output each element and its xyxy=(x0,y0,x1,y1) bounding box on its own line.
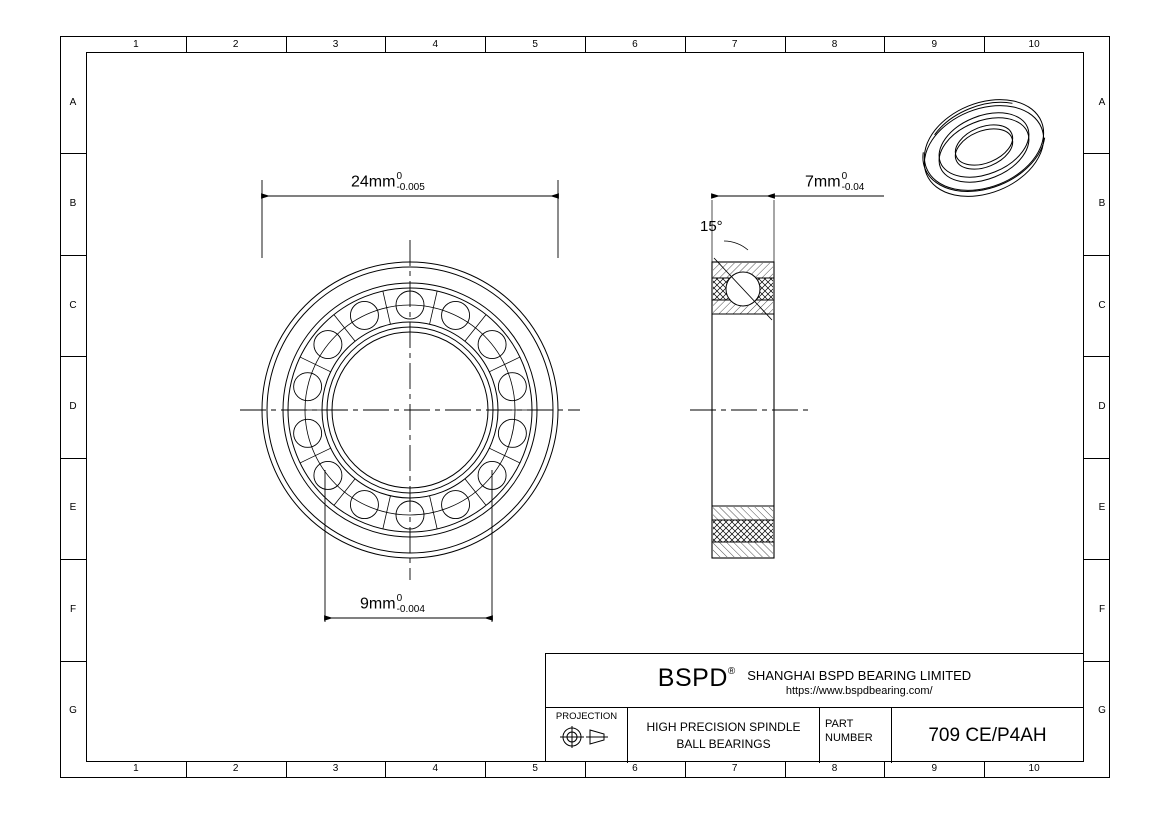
tolerance-lower-width: -0.04 xyxy=(841,181,865,193)
zone-tick xyxy=(585,36,586,52)
zone-label-left-C: C xyxy=(69,299,77,311)
zone-tick xyxy=(60,661,86,662)
zone-label-top-5: 5 xyxy=(532,39,538,50)
dimension-value-outer-diameter: 24mm xyxy=(351,173,396,191)
zone-tick xyxy=(585,762,586,778)
tolerance-lower-bore-diameter: -0.004 xyxy=(396,603,425,615)
tolerance-lower-outer-diameter: -0.005 xyxy=(396,181,425,193)
zone-tick xyxy=(1084,153,1110,154)
zone-tick xyxy=(385,762,386,778)
zone-label-bottom-10: 10 xyxy=(1028,763,1040,774)
zone-tick xyxy=(1084,458,1110,459)
description-line-1: HIGH PRECISION SPINDLE xyxy=(646,720,801,735)
zone-tick xyxy=(286,762,287,778)
description-line-2: BALL BEARINGS xyxy=(676,736,771,751)
dimension-label-width xyxy=(805,172,864,193)
zone-label-bottom-2: 2 xyxy=(232,763,239,774)
zone-tick xyxy=(186,762,187,778)
zone-label-bottom-3: 3 xyxy=(332,763,339,774)
zone-tick xyxy=(385,36,386,52)
zone-label-top-10: 10 xyxy=(1028,39,1040,50)
zone-tick xyxy=(685,36,686,52)
contact-angle-label: 15° xyxy=(700,218,723,235)
zone-label-left-B: B xyxy=(69,198,77,210)
zone-label-bottom-7: 7 xyxy=(731,763,738,774)
zone-label-bottom-6: 6 xyxy=(632,763,638,774)
tolerance-upper-outer-diameter: 0 xyxy=(396,171,403,182)
zone-tick xyxy=(685,762,686,778)
zone-tick xyxy=(60,458,86,459)
zone-label-top-2: 2 xyxy=(232,39,239,50)
zone-tick xyxy=(60,559,86,560)
title-block xyxy=(545,653,1084,762)
zone-tick xyxy=(186,36,187,52)
description-cell xyxy=(628,708,820,763)
zone-tick xyxy=(884,762,885,778)
zone-tick xyxy=(984,762,985,778)
dimension-label-outer-diameter xyxy=(351,172,425,193)
projection-label: PROJECTION xyxy=(555,711,618,722)
part-label-line-2: NUMBER xyxy=(825,732,873,745)
zone-tick xyxy=(60,153,86,154)
zone-label-right-E: E xyxy=(1098,502,1106,514)
title-block-body xyxy=(546,708,1083,763)
zone-label-left-D: D xyxy=(69,401,77,412)
zone-label-right-C: C xyxy=(1098,299,1106,311)
zone-label-right-B: B xyxy=(1098,198,1106,210)
company-website: https://www.bspdbearing.com/ xyxy=(785,685,933,697)
zone-label-bottom-8: 8 xyxy=(831,763,838,774)
zone-label-top-7: 7 xyxy=(731,39,738,50)
brand-group xyxy=(658,664,971,697)
zone-tick xyxy=(1084,559,1110,560)
first-angle-projection-icon xyxy=(556,722,618,750)
zone-label-bottom-5: 5 xyxy=(532,763,538,774)
zone-label-left-G: G xyxy=(69,705,77,717)
part-number: 709 CE/P4AH xyxy=(928,724,1047,746)
dimension-value-bore-diameter: 9mm xyxy=(360,595,396,613)
zone-tick xyxy=(60,255,86,256)
zone-label-right-F: F xyxy=(1098,603,1106,615)
zone-tick xyxy=(485,762,486,778)
zone-label-bottom-1: 1 xyxy=(133,763,139,774)
registered-mark-icon: ® xyxy=(727,666,736,677)
zone-label-top-9: 9 xyxy=(931,39,938,50)
zone-tick xyxy=(485,36,486,52)
projection-cell xyxy=(546,708,628,763)
tolerance-upper-bore-diameter: 0 xyxy=(396,593,403,604)
zone-label-top-6: 6 xyxy=(632,39,638,50)
zone-tick xyxy=(1084,356,1110,357)
dimension-label-bore-diameter xyxy=(360,594,425,615)
zone-label-top-3: 3 xyxy=(332,39,339,50)
zone-label-left-A: A xyxy=(69,96,77,108)
zone-label-bottom-9: 9 xyxy=(931,763,938,774)
part-number-value-cell xyxy=(892,708,1083,763)
dimension-value-width: 7mm xyxy=(805,173,841,191)
zone-tick xyxy=(785,762,786,778)
zone-tick xyxy=(1084,255,1110,256)
zone-label-right-D: D xyxy=(1098,401,1106,412)
zone-label-bottom-4: 4 xyxy=(432,763,439,774)
zone-tick xyxy=(60,356,86,357)
brand-name: BSPD xyxy=(657,664,728,692)
tolerance-upper-width: 0 xyxy=(841,171,848,182)
part-number-label-cell xyxy=(820,708,892,763)
zone-tick xyxy=(1084,661,1110,662)
zone-tick xyxy=(884,36,885,52)
zone-tick xyxy=(286,36,287,52)
zone-tick xyxy=(984,36,985,52)
zone-label-right-A: A xyxy=(1098,96,1106,108)
zone-label-top-4: 4 xyxy=(432,39,439,50)
company-name: SHANGHAI BSPD BEARING LIMITED xyxy=(747,668,972,683)
zone-label-right-G: G xyxy=(1098,705,1106,717)
zone-tick xyxy=(785,36,786,52)
part-label-line-1: PART xyxy=(825,718,854,730)
zone-label-top-8: 8 xyxy=(831,39,838,50)
zone-label-top-1: 1 xyxy=(133,39,139,50)
company-group xyxy=(747,664,971,697)
zone-label-left-F: F xyxy=(69,603,77,615)
title-block-header xyxy=(546,654,1083,708)
zone-label-left-E: E xyxy=(69,502,77,514)
